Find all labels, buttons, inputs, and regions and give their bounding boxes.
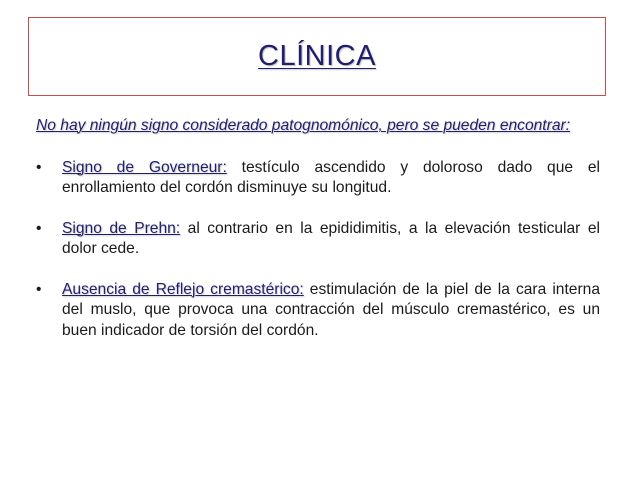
bullet-prehn [36,219,600,260]
bullet-icon: • [36,219,42,237]
slide-content [36,116,600,361]
bullet-cremasteric [36,280,600,342]
bullet-governeur [36,158,600,199]
slide-title: CLÍNICA [258,40,376,72]
bullet-icon: • [36,280,42,298]
bullet-text: al contrario en la epididimitis, a la elevación testicular el dolor cede. [62,219,600,257]
title-box [28,17,606,96]
bullet-text: testículo ascendido y doloroso dado que el enrollamiento del cordón disminuye su longitud. [62,158,600,196]
bullet-term: Ausencia de Reflejo cremastérico: [62,280,304,298]
bullet-text: estimulación de la piel de la cara interna del muslo, que provoca una contracción del músculo cremastérico, es un buen indicador de torsión del cordón. [62,280,600,339]
bullet-icon: • [36,158,42,176]
bullet-term: Signo de Prehn: [62,219,181,237]
bullet-term: Signo de Governeur: [62,158,227,176]
intro-text: No hay ningún signo considerado patognomónico, pero se pueden encontrar: [36,117,571,134]
